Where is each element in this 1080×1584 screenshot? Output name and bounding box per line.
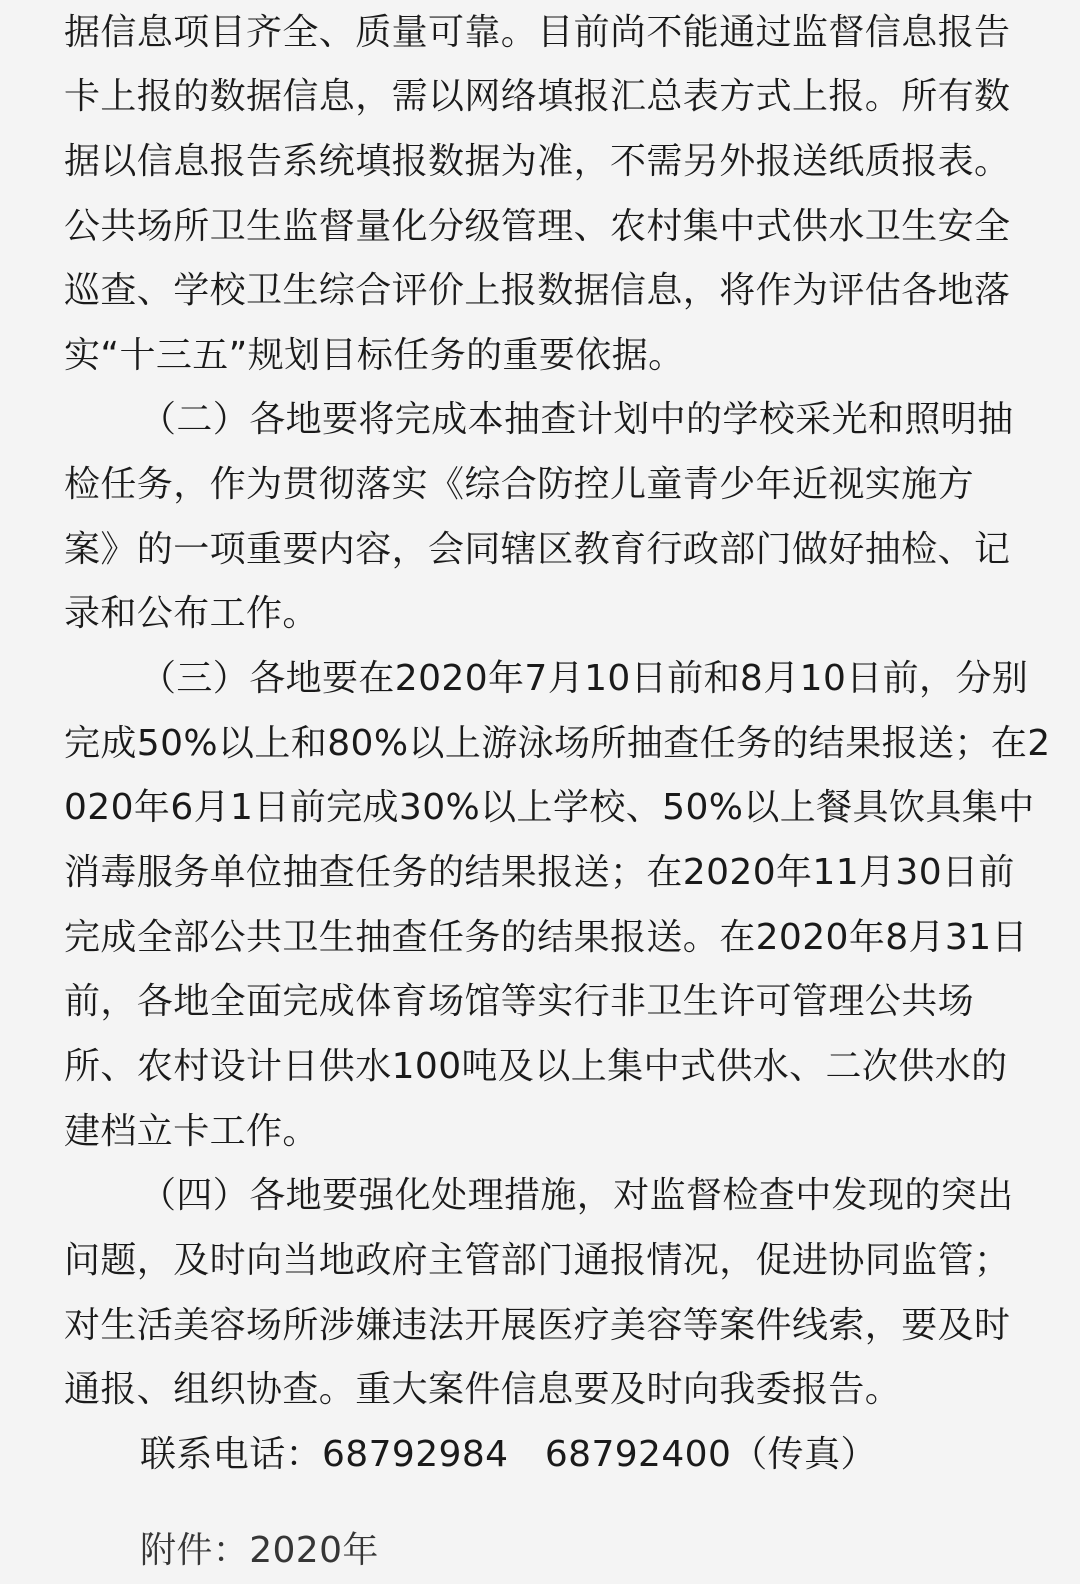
text-line: 卡上报的数据信息，需以网络填报汇总表方式上报。所有数 — [64, 76, 1011, 117]
text-line: 检任务，作为贯彻落实《综合防控儿童青少年近视实施方 — [64, 464, 975, 505]
text-line: 建档立卡工作。 — [64, 1111, 319, 1152]
text-line: 消毒服务单位抽查任务的结果报送；在2020年11月30日前 — [64, 852, 1015, 893]
paragraph-4-start: （四）各地要强化处理措施，对监督检查中发现的突出 — [140, 1175, 1014, 1216]
text-line: 完成50%以上和80%以上游泳场所抽查任务的结果报送；在2 — [64, 723, 1051, 764]
text-line: 020年6月1日前完成30%以上学校、50%以上餐具饮具集中 — [64, 787, 1035, 828]
text-line: 完成全部公共卫生抽查任务的结果报送。在2020年8月31日 — [64, 917, 1028, 958]
text-line: 巡查、学校卫生综合评价上报数据信息，将作为评估各地落 — [64, 270, 1011, 311]
text-line: 据以信息报告系统填报数据为准，不需另外报送纸质报表。 — [64, 141, 1011, 182]
text-line: 问题，及时向当地政府主管部门通报情况，促进协同监管； — [64, 1240, 1011, 1281]
contact-phone: 联系电话：68792984 68792400（传真） — [140, 1434, 877, 1475]
paragraph-2-start: （二）各地要将完成本抽查计划中的学校采光和照明抽 — [140, 399, 1014, 440]
cut-off-line: 附件：2020年 — [140, 1530, 379, 1571]
text-line: 对生活美容场所涉嫌违法开展医疗美容等案件线索，要及时 — [64, 1305, 1011, 1346]
paragraph-3-start: （三）各地要在2020年7月10日前和8月10日前，分别 — [140, 658, 1029, 699]
text-line: 前，各地全面完成体育场馆等实行非卫生许可管理公共场 — [64, 981, 975, 1022]
text-line: 所、农村设计日供水100吨及以上集中式供水、二次供水的 — [64, 1046, 1008, 1087]
text-line: 案》的一项重要内容，会同辖区教育行政部门做好抽检、记 — [64, 529, 1011, 570]
text-line: 公共场所卫生监督量化分级管理、农村集中式供水卫生安全 — [64, 206, 1011, 247]
text-line: 据信息项目齐全、质量可靠。目前尚不能通过监督信息报告 — [64, 12, 1011, 53]
text-line: 录和公布工作。 — [64, 593, 319, 634]
text-line: 通报、组织协查。重大案件信息要及时向我委报告。 — [64, 1369, 902, 1410]
text-line: 实“十三五”规划目标任务的重要依据。 — [64, 335, 685, 376]
